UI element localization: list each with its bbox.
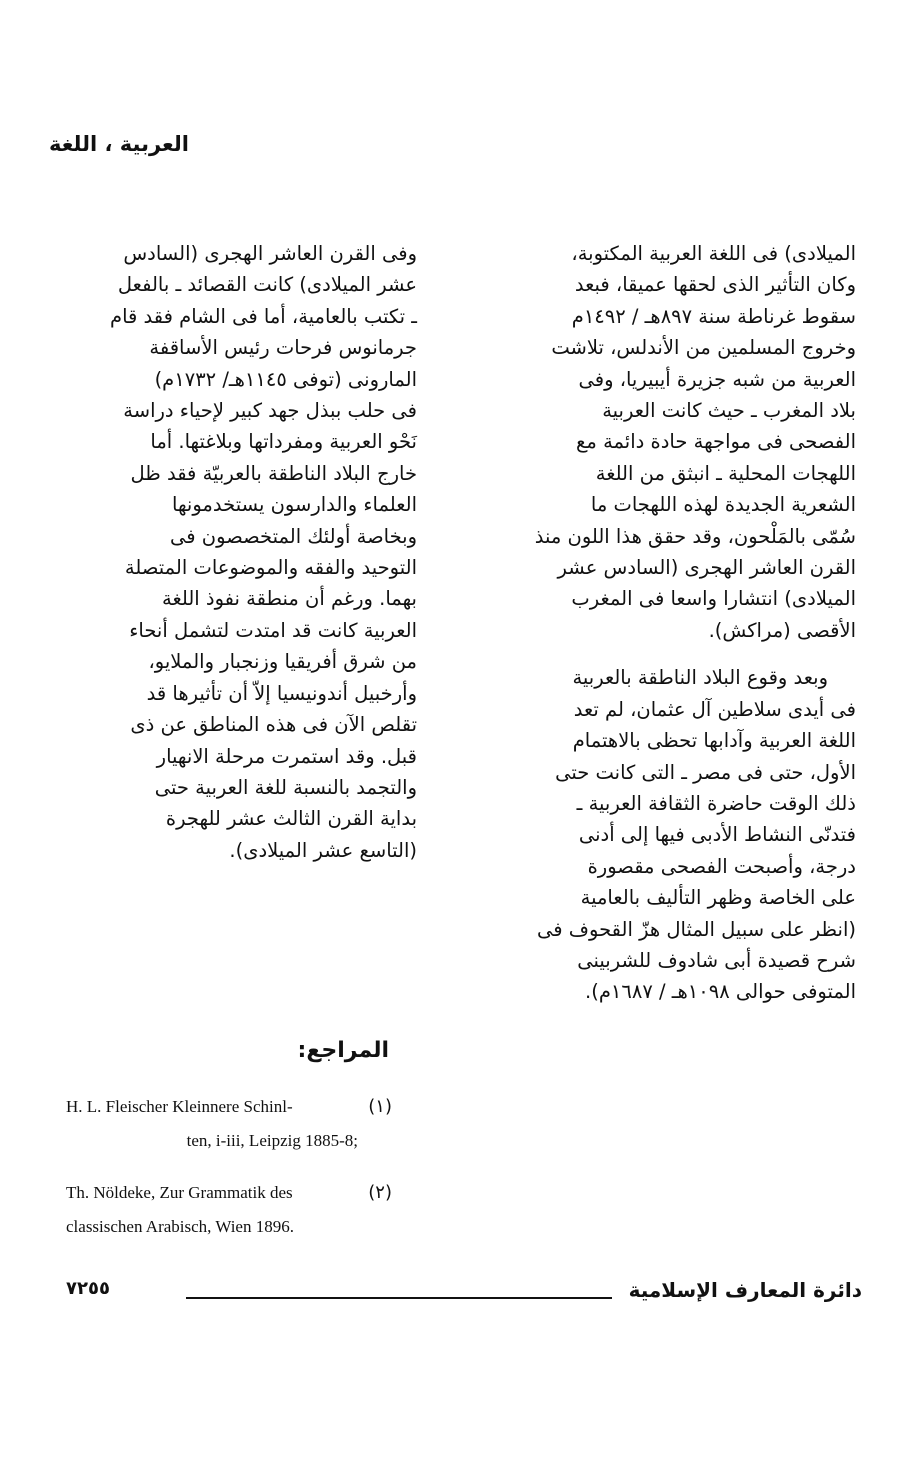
references-heading: المراجع: — [297, 1038, 389, 1063]
reference-number: (١) — [368, 1096, 392, 1117]
text-column-left — [45, 238, 417, 866]
reference-text-line: classischen Arabisch, Wien 1896. — [66, 1217, 294, 1236]
reference-text-line: ten, i-iii, Leipzig 1885-8; — [186, 1131, 358, 1150]
paragraph: الميلادى) فى اللغة العربية المكتوبة، وكان التأثير الذى لحقها عميقا، فبعد سقوط غرناطة سنة ٨٩٧هـ / ١٤٩٢م وخروج المسلمين من الأندلس، تلاشت العربية من شبه جزيرة أيبيريا، وفى بلاد المغرب ـ حيث كانت العربية الفصحى فى مواجهة حادة دائمة مع اللهجات المحلية ـ انبثق من اللغة الشعرية الجديدة لهذه اللهجات ما سُمّى بالمَلْحون، وقد حقق هذا اللون منذ القرن العاشر الهجرى (السادس عشر الميلادى) انتشارا واسعا فى المغرب الأقصى (مراكش). — [534, 242, 856, 642]
reference-text-line: Th. Nöldeke, Zur Grammatik des — [66, 1183, 293, 1202]
paragraph: وفى القرن العاشر الهجرى (السادس عشر الميلادى) كانت القصائد ـ بالفعل ـ تكتب بالعامية، أما فى الشام فقد قام جرمانوس فرحات رئيس الأساقفة المارونى (توفى ١١٤٥هـ/ ١٧٣٢م) فى حلب ببذل جهد كبير لإحياء دراسة نَحْو العربية ومفرداتها وبلاغتها. أما خارج البلاد الناطقة بالعربيّة فقد ظل العلماء والدارسون يستخدمونها وبخاصة أولئك المتخصصون فى التوحيد والفقه والموضوعات المتصلة بهما. ورغم أن منطقة نفوذ اللغة العربية كانت قد امتدت لتشمل أنحاء من شرق أفريقيا وزنجبار والملايو، وأرخبيل أندونيسيا إلاّ أن تأثيرها قد تقلص الآن فى هذه المناطق عن ذى قبل. وقد استمرت مرحلة الانهيار والتجمد بالنسبة للغة العربية حتى بداية القرن الثالث عشر للهجرة (التاسع عشر الميلادى). — [110, 242, 417, 862]
reference-item — [66, 1176, 392, 1244]
reference-text-line: H. L. Fleischer Kleinnere Schinl- — [66, 1097, 293, 1116]
text-column-right — [455, 238, 856, 1008]
page-footer — [66, 1278, 862, 1308]
publication-title: دائرة المعارف الإسلامية — [628, 1278, 862, 1302]
page-number: ٧٢٥٥ — [66, 1278, 110, 1299]
reference-number: (٢) — [368, 1182, 392, 1203]
paragraph: وبعد وقوع البلاد الناطقة بالعربية فى أيدى سلاطين آل عثمان، لم تعد اللغة العربية وآدابها تحظى بالاهتمام الأول، حتى فى مصر ـ التى كانت حتى ذلك الوقت حاضرة الثقافة العربية ـ فتدنّى النشاط الأدبى فيها إلى أدنى درجة، وأصبحت الفصحى مقصورة على الخاصة وظهر التأليف بالعامية (انظر على سبيل المثال هزّ القحوف فى شرح قصيدة أبى شادوف للشربينى المتوفى حوالى ١٠٩٨هـ / ١٦٨٧م). — [537, 666, 856, 1004]
footer-rule — [186, 1297, 612, 1299]
running-header: العربية ، اللغة — [48, 132, 189, 156]
reference-item — [66, 1090, 392, 1158]
